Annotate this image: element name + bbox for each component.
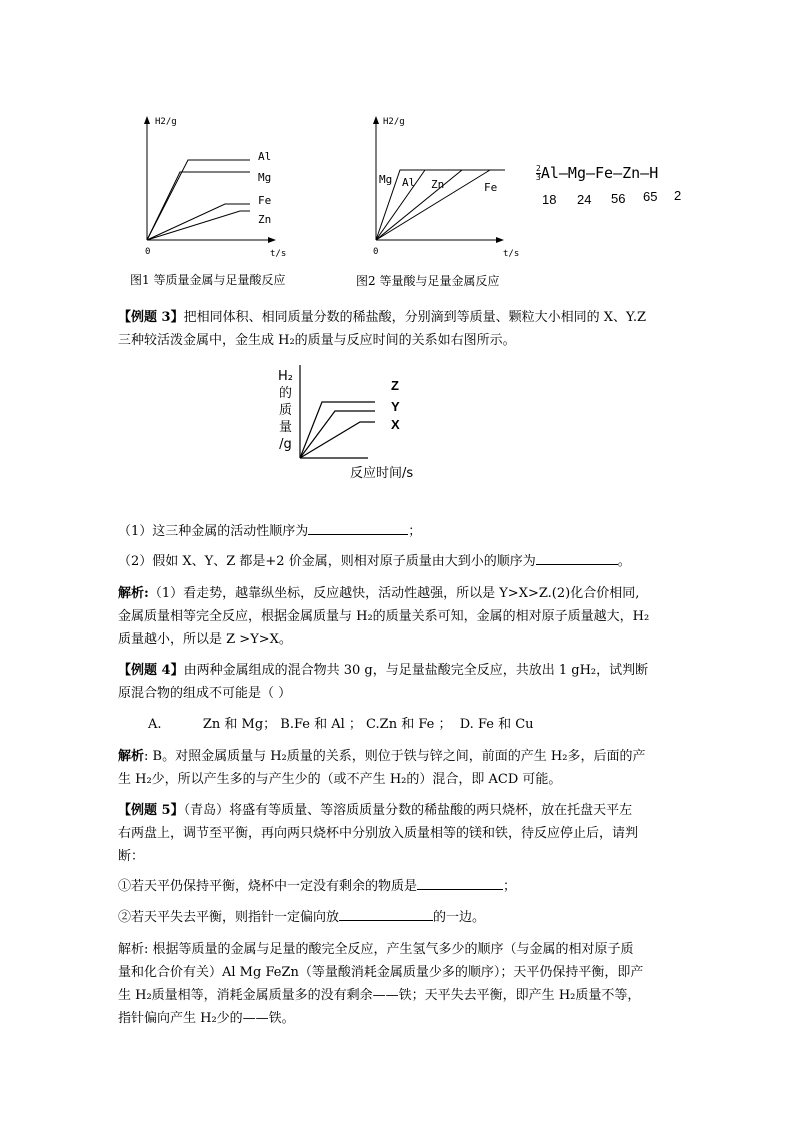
chain-num-65: 65 — [643, 189, 658, 204]
example5-analysis-line2: 量和化合价有关）Al Mg FeZn（等量酸消耗金属质量少多的顺序）；天平仍保持平衡，即产 — [118, 965, 644, 980]
fig1-caption: 图1 等质量金属与足量酸反应 — [130, 273, 286, 287]
example5-q2-blank[interactable] — [339, 906, 433, 921]
example5-text1: （青岛）将盛有等质量、等溶质质量分数的稀盐酸的两只烧杯，放在托盘天平左 — [183, 803, 633, 818]
example4-text1: 由两种金属组成的混合物共 30 g，与足量盐酸完全反应，共放出 1 gH₂，试判断 — [183, 663, 649, 678]
fig1-line-zn — [147, 211, 250, 240]
example3-analysis-line1 — [118, 582, 639, 605]
fig1-y-arrow — [144, 116, 150, 124]
fig1-x-label: t/s — [270, 249, 287, 259]
example5-line2: 右两盘上，调节至平衡，再向两只烧杯中分别放入质量相等的镁和铁，待反应停止后，请判 — [118, 826, 639, 841]
fig2-x-arrow — [496, 237, 504, 243]
example5-line3: 断： — [118, 849, 145, 864]
example5-q2-text: ②若天平失去平衡，则指针一定偏向放 — [118, 910, 340, 925]
example3-analysis-label: 解析: — [118, 586, 149, 601]
chain-num-2: 2 — [674, 188, 682, 203]
ex3-y-label-h2: H₂ — [278, 369, 293, 384]
ex3-y-label — [278, 368, 293, 453]
fig1-origin: 0 — [145, 247, 151, 257]
fig1-label-al: Al — [258, 150, 272, 163]
example3-analysis-text1: （1）看走势，越靠纵坐标，反应越快，活动性越强，所以是 Y>X>Z.(2)化合价相同, — [148, 586, 640, 601]
example3-title: 【例题 3】 — [118, 310, 184, 325]
example4-analysis-line2: 生 H₂少，所以产生多的与产生少的（或不产生 H₂的）混合，即 ACD 可能。 — [118, 772, 562, 787]
fig2-y-label: H2/g — [383, 117, 405, 127]
fig2-caption: 图2 等量酸与足量金属反应 — [356, 274, 500, 288]
example3-q1-end: ； — [408, 524, 422, 539]
example4-line2: 原混合物的组成不可能是（ ） — [118, 686, 292, 701]
example3-text1: 把相同体积、相同质量分数的稀盐酸，分别滴到等质量、颗粒大小相同的 X、Y.Z — [183, 310, 647, 325]
fig2-label-fe: Fe — [484, 181, 498, 194]
fig2-label-zn: Zn — [431, 178, 445, 191]
ex3-y-label-liang: 量 — [278, 420, 292, 435]
fig2-y-arrow — [373, 116, 379, 124]
fig1-line-mg — [147, 172, 250, 240]
chain-frac-num: 2 — [536, 164, 541, 173]
ex3-y-label-zhi: 质 — [278, 403, 292, 418]
example3-q1-blank[interactable] — [308, 520, 408, 535]
example3-analysis-line3: 质量越小，所以是 Z >Y>X。 — [118, 632, 292, 647]
example4-analysis-text1: : B。对照金属质量与 H₂质量的关系，则位于铁与锌之间，前面的产生 H₂多，后面的产 — [144, 749, 646, 764]
chain-text: Al—Mg—Fe—Zn—H — [540, 164, 659, 182]
example5-q2 — [118, 906, 485, 929]
fig1-label-fe: Fe — [258, 194, 272, 207]
example5-q1-end: ； — [503, 879, 517, 894]
activity-chain — [536, 164, 658, 182]
fig2-origin: 0 — [373, 247, 379, 257]
ex3-x-label: 反应时间/s — [350, 466, 414, 481]
chain-frac-den: 3 — [536, 173, 541, 182]
example4-line1 — [118, 659, 648, 682]
fig1-label-zn: Zn — [258, 213, 272, 226]
ex3-line-z — [300, 402, 375, 458]
example4-analysis-label: 解析 — [118, 749, 145, 764]
example3-q1 — [118, 520, 421, 543]
example4-options: A. Zn 和 Mg； B.Fe 和 Al ； C.Zn 和 Fe ； D. Fe 和 Cu — [148, 717, 534, 732]
chain-num-56: 56 — [611, 191, 626, 206]
example3-q2-end: 。 — [617, 554, 631, 569]
example5-analysis-line3: 生 H₂质量相等，消耗金属质量多的没有剩余——铁；天平失去平衡，即产生 H₂质量不等， — [118, 988, 641, 1003]
example5-title: 【例题 5】 — [118, 803, 184, 818]
fig2-label-al: Al — [402, 176, 416, 189]
fig2-x-label: t/s — [503, 249, 520, 259]
example3-line2: 三种较活泼金属中，金生成 H₂的质量与反应时间的关系如右图所示。 — [118, 333, 516, 348]
example3-q1-text: （1）这三种金属的活动性顺序为 — [118, 524, 309, 539]
example3-line1 — [118, 306, 646, 329]
fig1-y-label: H2/g — [155, 117, 177, 127]
ex3-label-z: Z — [391, 378, 399, 393]
ex3-y-label-de: 的 — [278, 386, 292, 401]
ex3-label-x: X — [391, 417, 400, 432]
example3-q2-blank[interactable] — [536, 550, 618, 565]
example4-title: 【例题 4】 — [118, 663, 184, 678]
example4-analysis-line1 — [118, 745, 645, 768]
fig1-label-mg: Mg — [258, 171, 272, 184]
example5-q2-end: 的一边。 — [433, 910, 486, 925]
ex3-label-y: Y — [391, 399, 400, 414]
example5-q1 — [118, 875, 516, 898]
example3-q2-text: （2）假如 X、Y、Z 都是+2 价金属，则相对原子质量由大到小的顺序为 — [118, 554, 536, 569]
example5-analysis-line1: 解析: 根据等质量的金属与足量的酸完全反应，产生氢气多少的顺序（与金属的相对原子质 — [118, 942, 634, 957]
ex3-y-label-unit: /g — [279, 437, 292, 452]
chain-num-24: 24 — [577, 192, 592, 207]
fig1-x-arrow — [268, 237, 276, 243]
example5-line1 — [118, 799, 632, 822]
ex3-line-x — [300, 422, 375, 458]
chain-num-18: 18 — [542, 192, 557, 207]
example5-analysis-line4: 指针偏向产生 H₂少的——铁。 — [118, 1011, 295, 1026]
fig2-label-mg: Mg — [379, 173, 393, 186]
example3-graph — [300, 365, 460, 465]
example3-q2 — [118, 550, 631, 573]
example5-q1-blank[interactable] — [417, 875, 503, 890]
example3-analysis-line2: 金属质量相等完全反应，根据金属质量与 H₂的质量关系可知，金属的相对原子质量越大，H₂ — [118, 609, 650, 624]
example5-q1-text: ①若天平仍保持平衡，烧杯中一定没有剩余的物质是 — [118, 879, 418, 894]
